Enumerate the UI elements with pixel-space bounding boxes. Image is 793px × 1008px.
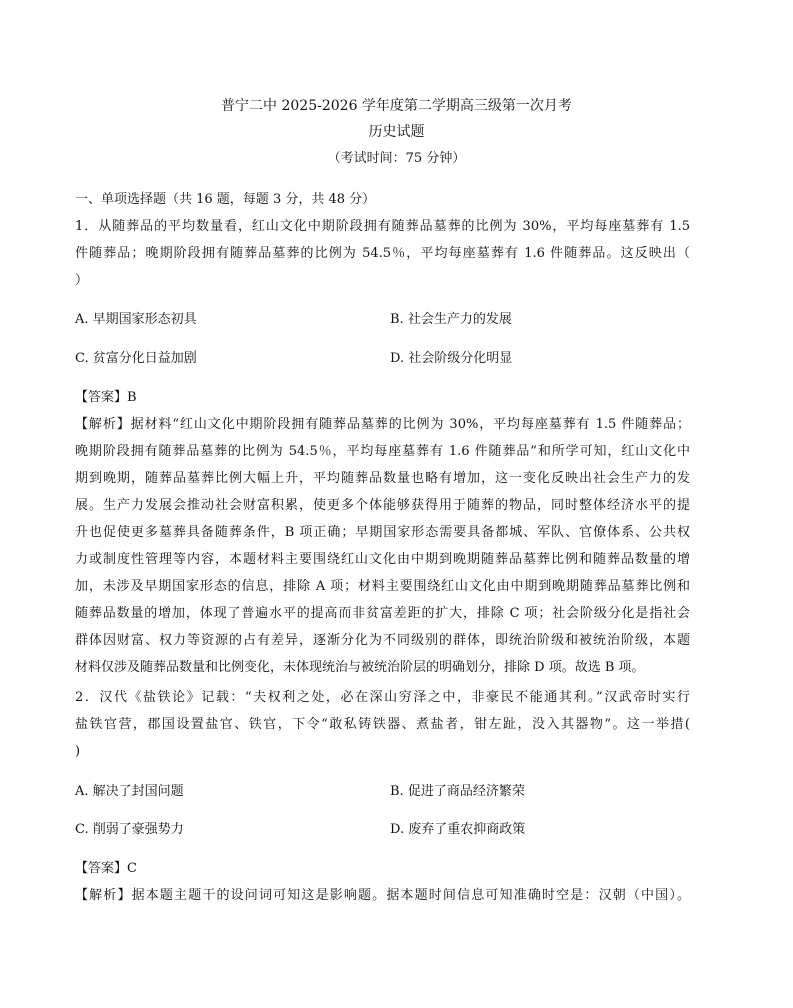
q2-analysis-line-1: 【解析】据本题主题干的设问词可知这是影响题。据本题时间信息可知准确时空是：汉朝（中国）。 (75, 888, 690, 903)
q1-analysis-line-5: 升也促使更多墓葬具备随葬条件，B 项正确；早期国家形态需要具备都城、军队、官僚体系、公共权 (75, 525, 690, 540)
q1-analysis-line-9: 群体因财富、权力等资源的占有差异，逐渐分化为不同级别的群体，即统治阶级和被统治阶级，本题 (75, 633, 690, 648)
q1-option-b: B. 社会生产力的发展 (390, 312, 512, 327)
q1-option-d: D. 社会阶级分化明显 (390, 351, 513, 366)
q2-option-a: A. 解决了封国问题 (75, 784, 184, 799)
q1-analysis-line-10: 材料仅涉及随葬品数量和比例变化，未体现统治与被统治阶层的明确划分，排除 D 项。故选 B 项。 (75, 660, 645, 675)
q1-analysis-line-6: 力或制度性管理等内容，本题材料主要围绕红山文化由中期到晚期随葬品墓葬比例和随葬品数量的增 (75, 552, 690, 567)
section-heading: 一、单项选择题（共 16 题，每题 3 分，共 48 分） (75, 192, 376, 207)
q1-analysis-line-2: 晚期阶段拥有随葬品墓葬的比例为 54.5％，平均每座墓葬有 1.6 件随葬品”和所学可知，红山文化中 (75, 444, 690, 459)
q2-stem-line-2: 盐铁官营，郡国设置盐官、铁官，下令“敢私铸铁器、煮盐者，钳左趾，没入其器物”。这一举措( (75, 717, 690, 732)
q1-analysis-line-7: 加，未涉及早期国家形态的信息，排除 A 项；材料主要围绕红山文化由中期到晚期随葬品墓葬比例和 (75, 579, 690, 594)
q2-option-c: C. 削弱了豪强势力 (75, 822, 184, 837)
q1-option-a: A. 早期国家形态初具 (75, 312, 197, 327)
q1-analysis-line-8: 随葬品数量的增加，体现了普遍水平的提高而非贫富差距的扩大，排除 C 项；社会阶级分化是指社会 (75, 606, 690, 621)
q1-stem-line-1: 1．从随葬品的平均数量看，红山文化中期阶段拥有随葬品墓葬的比例为 30%，平均每座墓葬有 1.5 (75, 219, 690, 234)
q1-analysis-line-3: 期到晚期，随葬品墓葬比例大幅上升，平均随葬品数量也略有增加，这一变化反映出社会生产力的发 (75, 471, 690, 486)
exam-title: 普宁二中 2025-2026 学年度第二学期高三级第一次月考 (221, 98, 572, 114)
exam-time: （考试时间：75 分钟） (327, 151, 466, 166)
q1-analysis-line-4: 展。生产力发展会推动社会财富积累，使更多个体能够获得用于随葬的物品，同时整体经济水平的提 (75, 498, 690, 513)
q2-stem-line-3: ) (75, 744, 81, 759)
q1-option-c: C. 贫富分化日益加剧 (75, 351, 197, 366)
q1-analysis-line-1: 【解析】据材料“红山文化中期阶段拥有随葬品墓葬的比例为 30%，平均每座墓葬有 1.5 件随葬品； (75, 417, 690, 432)
q2-option-d: D. 废弃了重农抑商政策 (390, 822, 526, 837)
q2-option-b: B. 促进了商品经济繁荣 (390, 784, 525, 799)
q1-stem-line-2: 件随葬品；晚期阶段拥有随葬品墓葬的比例为 54.5％，平均每座墓葬有 1.6 件随葬品。这反映出（ (75, 246, 690, 261)
q1-stem-line-3: ） (75, 273, 89, 288)
q2-stem-line-1: 2．汉代《盐铁论》记载：“夫权利之处，必在深山穷泽之中，非豪民不能通其利。”汉武帝时实行 (75, 690, 690, 705)
q2-answer: 【答案】C (75, 861, 137, 876)
exam-subject: 历史试题 (368, 124, 425, 140)
q1-answer: 【答案】B (75, 390, 137, 405)
